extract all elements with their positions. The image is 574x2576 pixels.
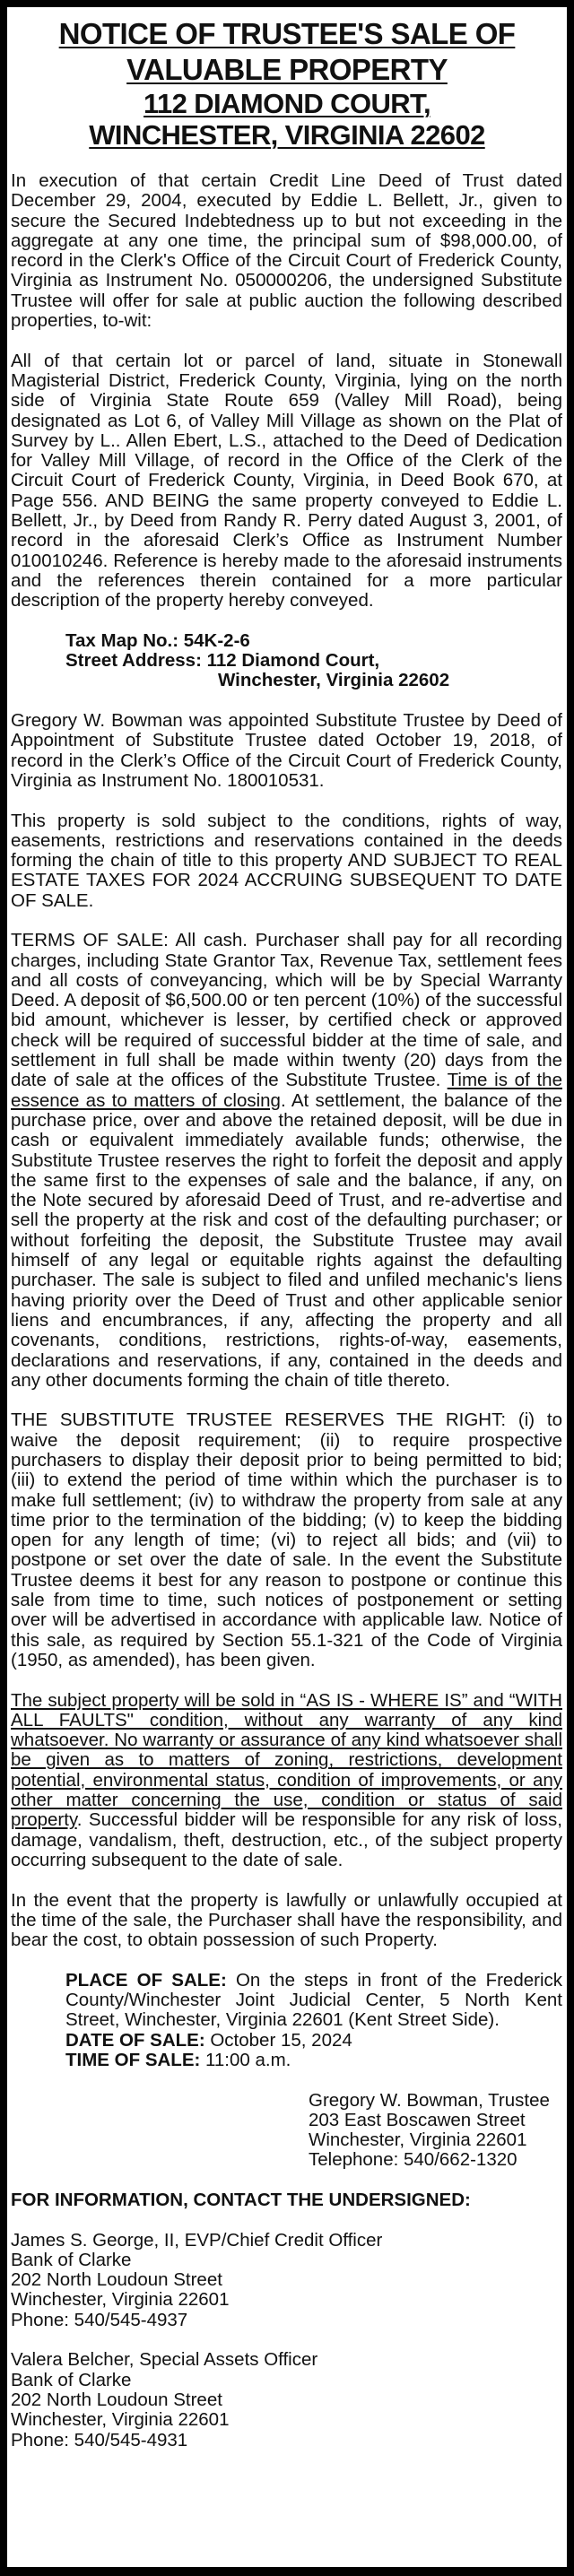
- trustee-city: Winchester, Virginia 22601: [309, 2129, 527, 2151]
- contact-city: Winchester, Virginia 22601: [11, 2409, 230, 2431]
- occupancy-paragraph: In the event that the property is lawfully or unlawfully occupied at the time of the sale, the Purchaser shall have the responsibility, and bear the cost, to obtain possession of such Property.: [11, 1889, 562, 1951]
- trustee-phone: Telephone: 540/662-1320: [309, 2149, 517, 2171]
- title-line-4: WINCHESTER, VIRGINIA 22602: [89, 119, 485, 151]
- terms-text-continued: . At settlement, the balance of the purchase price, over and above the retained deposit, will be due in cash or equivalent immediately available funds; otherwise, the Substitute Trustee reserves the right to forfeit the deposit and apply the same first to the expenses of sale and the balance, if any, on the Note secured by aforesaid Deed of Trust, and re-advertise and sell the property at the risk and cost of the defaulting purchaser; or without forfeiting the deposit, the Substitute Trustee may avail himself of any legal or equitable rights against the defaulting purchaser. The sale is subject to filed and unfiled mechanic's liens having priority over the Deed of Trust and other applicable senior liens and encumbrances, if any, affecting the property and all covenants, conditions, restrictions, rights-of-way, easements, declarations and reservations, if any, contained in the deeds and any other documents forming the chain of title thereto.: [11, 1089, 562, 1391]
- trustee-rights-paragraph: THE SUBSTITUTE TRUSTEE RESERVES THE RIGHT: (i) to waive the deposit requirement; (ii) to require prospective purchasers to display their deposit prior to being permitted to bid; (iii) to extend the period of time within which the purchaser is to make full settlement; (iv) to withdraw the property from sale at any time prior to the termination of the bidding; (v) to keep the bidding open for any length of time; (vi) to reject all bids; and (vii) to postpone or set over the date of sale. In the event the Substitute Trustee deems it best for any reason to postpone or continue this sale from time to time, such notices of postponement or setting over will be advertised in accordance with applicable law. Notice of this sale, as required by Section 55.1-321 of the Code of Virginia (1950, as amended), has been given.: [11, 1409, 562, 1670]
- subject-to-paragraph: This property is sold subject to the conditions, rights of way, easements, restrictions and reservations contained in the deeds forming the chain of title to this property AND SUBJECT TO REAL ESTATE TAXES FOR 2024 ACCRUING SUBSEQUENT TO DATE OF SALE.: [11, 810, 562, 911]
- street-address-label: Street Address:: [65, 650, 202, 672]
- property-identifiers: [65, 631, 562, 691]
- trustee-name: Gregory W. Bowman, Trustee: [309, 2089, 550, 2111]
- trustee-appointment-paragraph: Gregory W. Bowman was appointed Substitute Trustee by Deed of Appointment of Substitute Trustee dated October 19, 2018, of record in the Clerk’s Office of the Circuit Court of Frederick County, Virginia as Instrument No. 180010531.: [11, 710, 562, 791]
- contact-org: Bank of Clarke: [11, 2369, 132, 2390]
- date-of-sale-label: DATE OF SALE:: [65, 2029, 205, 2051]
- contact-org: Bank of Clarke: [11, 2249, 132, 2270]
- date-of-sale-value: October 15, 2024: [210, 2029, 352, 2051]
- contact-street: 202 North Loudoun Street: [11, 2389, 222, 2410]
- contact-block: [11, 2231, 562, 2330]
- street-address-line-1: 112 Diamond Court,: [206, 650, 380, 672]
- tax-map-label: Tax Map No.:: [65, 629, 179, 651]
- legal-notice: [7, 7, 567, 2567]
- sale-details: [65, 1971, 562, 2070]
- notice-body: [11, 171, 562, 2470]
- title-line-2: VALUABLE PROPERTY: [126, 53, 448, 86]
- contact-street: 202 North Loudoun Street: [11, 2269, 222, 2291]
- contact-name: James S. George, II, EVP/Chief Credit Officer: [11, 2229, 383, 2251]
- trustee-signature: [309, 2091, 562, 2171]
- as-is-underlined: The subject property will be sold in “AS IS - WHERE IS” and “WITH ALL FAULTS" condition, without any warranty of any kind whatsoever. No warranty or assurance of any kind whatsoever shall be given as to matters of zoning, restrictions, development potential, environmental status, condition of improvements, or any other matter concerning the use, condition or status of said property: [11, 1689, 562, 1831]
- contact-heading: FOR INFORMATION, CONTACT THE UNDERSIGNED:: [11, 2189, 471, 2210]
- time-essence-underlined: Time is of the essence as to matters of closing: [11, 1070, 562, 1111]
- title-line-3: 112 DIAMOND COURT,: [144, 88, 430, 119]
- contact-phone: Phone: 540/545-4931: [11, 2429, 188, 2450]
- property-description-paragraph: All of that certain lot or parcel of land, situate in Stonewall Magisterial District, Frederick County, Virginia, lying on the north side of Virginia State Route 659 (Valley Mill Road), being designated as Lot 6, of Valley Mill Village as shown on the Plat of Survey by L.. Allen Ebert, L.S., attached to the Deed of Dedication for Valley Mill Village, of record in the Office of the Clerk of the Circuit Court of Frederick County, Virginia, in Deed Book 670, at Page 556. AND BEING the same property conveyed to Eddie L. Bellett, Jr., by Deed from Randy R. Perry dated August 3, 2001, of record in the aforesaid Clerk’s Office as Instrument Number 010010246. Reference is hereby made to the aforesaid instruments and the references therein contained for a more particular description of the property hereby conveyed.: [11, 350, 562, 611]
- contact-name: Valera Belcher, Special Assets Officer: [11, 2349, 318, 2371]
- terms-of-sale-paragraph: [11, 931, 562, 1391]
- tax-map-value: 54K-2-6: [183, 629, 250, 651]
- time-of-sale-label: TIME OF SALE:: [65, 2049, 201, 2070]
- place-of-sale-label: PLACE OF SALE:: [65, 1969, 227, 1991]
- deed-of-trust-paragraph: In execution of that certain Credit Line Deed of Trust dated December 29, 2004, executed by Eddie L. Bellett, Jr., given to secure the Secured Indebtedness up to but not exceeding in the aggregate at any one time, the principal sum of $98,000.00, of record in the Clerk's Office of the Circuit Court of Frederick County, Virginia as Instrument No. 050000206, the undersigned Substitute Trustee will offer for sale at public auction the following described properties, to-wit:: [11, 170, 562, 332]
- contact-block: [11, 2350, 562, 2450]
- contact-phone: Phone: 540/545-4937: [11, 2309, 188, 2330]
- time-of-sale-value: 11:00 a.m.: [205, 2049, 291, 2070]
- contact-city: Winchester, Virginia 22601: [11, 2289, 230, 2311]
- notice-title: [7, 16, 567, 151]
- trustee-street: 203 East Boscawen Street: [309, 2109, 526, 2130]
- terms-text: TERMS OF SALE: All cash. Purchaser shall pay for all recording charges, including State Grantor Tax, Revenue Tax, settlement fees and all costs of conveyancing, which will be by Special Warranty Deed. A deposit of $6,500.00 or ten percent (10%) of the successful bid amount, whichever is lesser, by certified check or approved check will be required of successful bidder at the time of sale, and settlement in full shall be made within twenty (20) days from the date of sale at the offices of the Substitute Trustee.: [11, 930, 562, 1091]
- street-address-line-2: Winchester, Virginia 22602: [218, 670, 450, 691]
- as-is-paragraph: [11, 1691, 562, 1871]
- title-line-1: NOTICE OF TRUSTEE'S SALE OF: [58, 17, 516, 50]
- as-is-text-continued: . Successful bidder will be responsible for any risk of loss, damage, vandalism, theft, destruction, etc., of the subject property occurring subsequent to the date of sale.: [11, 1809, 562, 1870]
- place-of-sale-value: On the steps in front of the Frederick County/Winchester Joint Judicial Center, 5 North Kent Street, Winchester, Virginia 22601 (Kent Street Side).: [65, 1969, 562, 2031]
